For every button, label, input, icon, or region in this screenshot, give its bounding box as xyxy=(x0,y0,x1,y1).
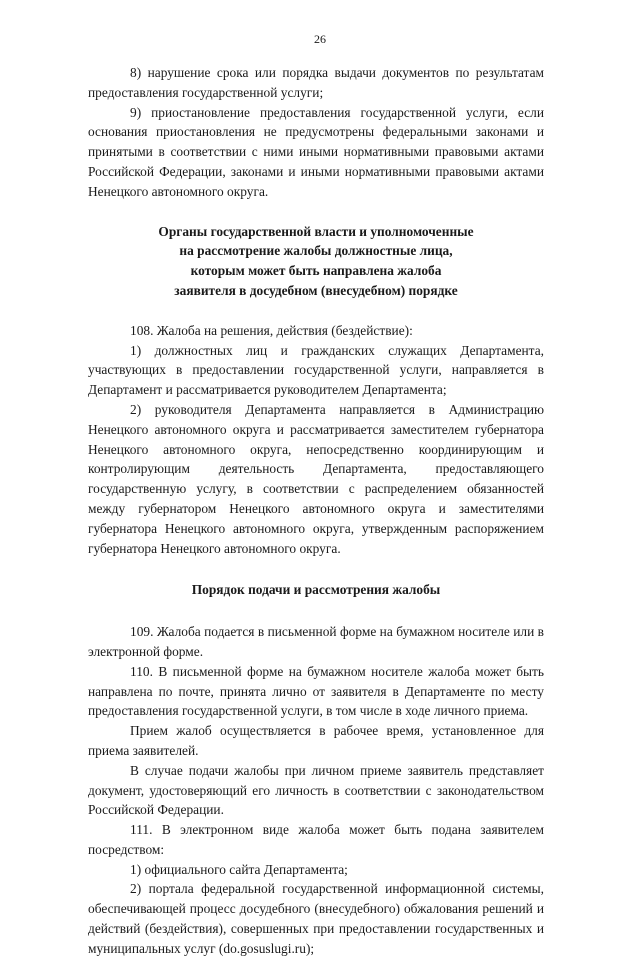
paragraph-109: 109. Жалоба подается в письменной форме на бумажном носителе или в электронной форме. xyxy=(88,624,544,659)
section-heading-line: на рассмотрение жалобы должностные лица, xyxy=(179,243,453,259)
paragraph-item-9: 9) приостановление предоставления государственной услуги, если основания приостановления не предусмотрены федеральными законами и принятыми в соответствии с ними иными нормативными правовыми актами Российской Федерации, законами и иными нормативными правовыми актами Ненецкого автономного округа. xyxy=(88,104,544,199)
section-heading-line: Органы государственной власти и уполномоченные xyxy=(158,223,474,239)
paragraph-item-8: 8) нарушение срока или порядка выдачи документов по результатам предоставления государственной услуги; xyxy=(88,65,544,100)
paragraph-reception-time: Прием жалоб осуществляется в рабочее время, установленное для приема заявителей. xyxy=(88,723,544,758)
document-body xyxy=(88,63,544,959)
paragraph-111-item-1: 1) официального сайта Департамента; xyxy=(130,861,348,877)
paragraph-111-item-2: 2) портала федеральной государственной информационной системы, обеспечивающей процесс досудебного (внесудебного) обжалования решений и действий (бездействия), совершенных при предоставлении государственных и муниципальных услуг (do.gosuslugi.ru); xyxy=(88,881,544,956)
section-heading-complaint-procedure: Порядок подачи и рассмотрения жалобы xyxy=(191,582,441,598)
paragraph-108: 108. Жалоба на решения, действия (бездействие): xyxy=(130,322,413,338)
section-heading-line: заявителя в досудебном (внесудебном) порядке xyxy=(174,282,458,298)
paragraph-110: 110. В письменной форме на бумажном носителе жалоба может быть направлена по почте, принята лично от заявителя в Департаменте по месту предоставления государственной услуги, в том числе в ходе личного приема. xyxy=(88,663,544,719)
paragraph-personal-reception: В случае подачи жалобы при личном приеме заявитель представляет документ, удостоверяющий его личность в соответствии с законодательством Российской Федерации. xyxy=(88,762,544,818)
section-heading-line: которым может быть направлена жалоба xyxy=(190,263,442,279)
paragraph-108-item-2: 2) руководителя Департамента направляется в Администрацию Ненецкого автономного округа и рассматривается заместителем губернатора Ненецкого автономного округа, непосредственно координирующим и контролирующим деятельность Департамента, предоставляющего государственную услугу, в соответствии с распределением обязанностей между губернатором Ненецкого автономного округа и заместителями губернатора Ненецкого автономного округа, утвержденным распоряжением губернатора Ненецкого автономного округа. xyxy=(88,401,544,556)
page-number: 26 xyxy=(314,32,326,46)
paragraph-108-item-1: 1) должностных лиц и гражданских служащих Департамента, участвующих в предоставлении государственной услуги, направляется в Департамент и рассматривается руководителем Департамента; xyxy=(88,342,544,398)
paragraph-111: 111. В электронном виде жалоба может быть подана заявителем посредством: xyxy=(88,822,544,857)
